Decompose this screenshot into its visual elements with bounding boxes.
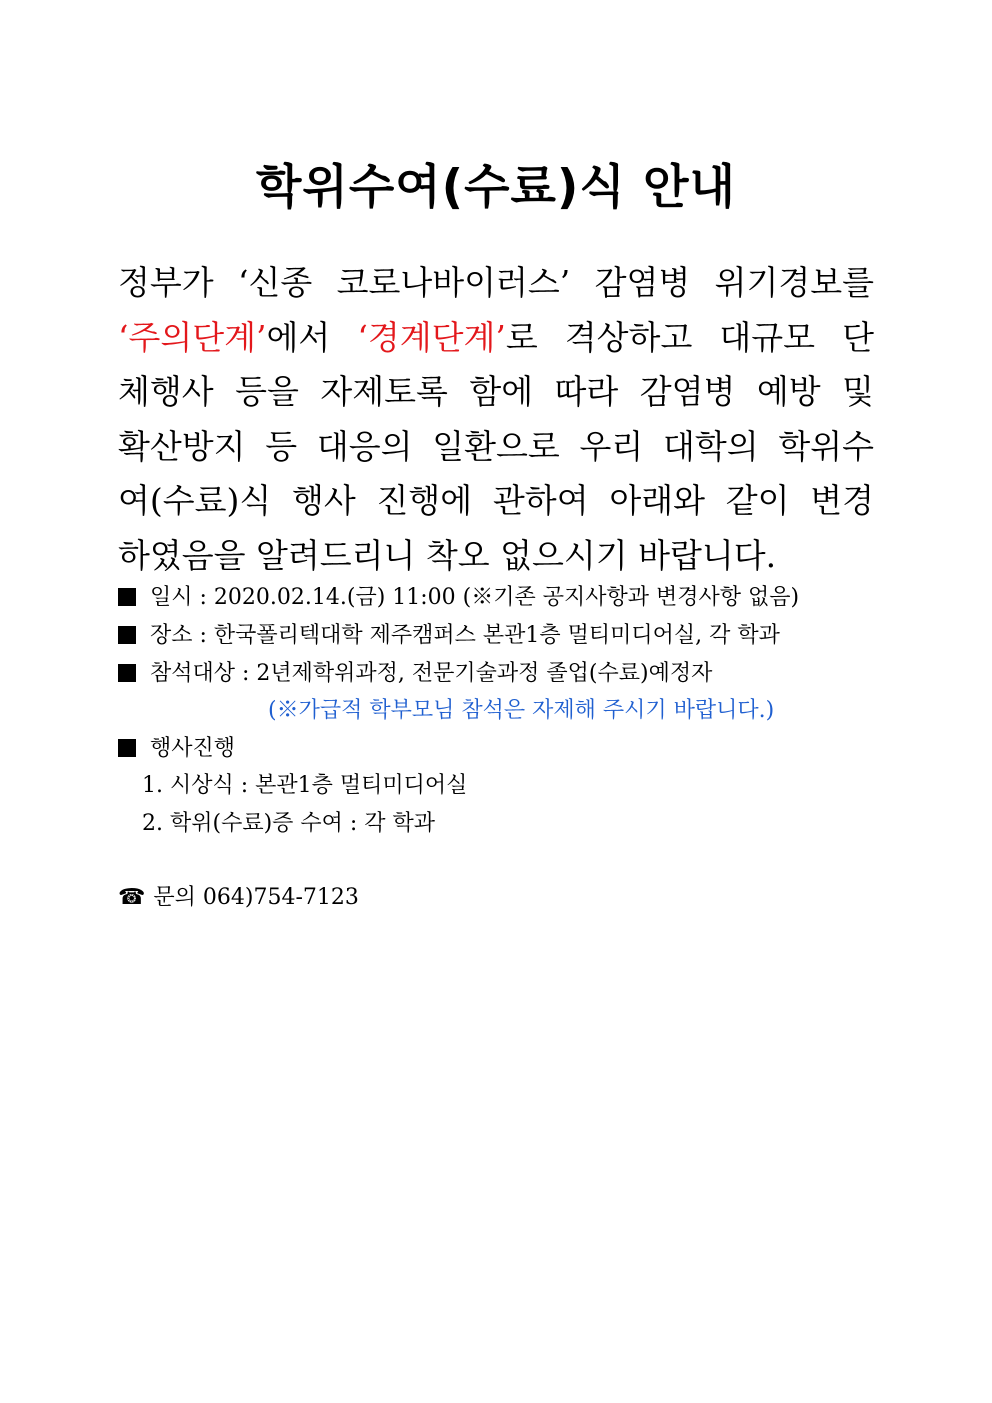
attendees-note: (※가급적 학부모님 참석은 자제해 주시기 바랍니다.) <box>268 698 775 723</box>
square-bullet-icon <box>118 664 136 682</box>
page-title: 학위수여(수료)식 안내 <box>256 160 736 215</box>
body-line-1: 정부가 ‘신종 코로나바이러스’ 감염병 위기경보를 <box>118 263 874 302</box>
contact-text: 문의 064)754-7123 <box>153 885 359 910</box>
date-item <box>118 584 888 612</box>
square-bullet-icon <box>118 626 136 644</box>
place-text: 장소 : 한국폴리텍대학 제주캠퍼스 본관1층 멀티미디어실, 각 학과 <box>150 623 780 648</box>
square-bullet-icon <box>118 739 136 757</box>
body-line-2-mid: 에서 <box>266 317 358 357</box>
program-title: 행사진행 <box>150 736 236 761</box>
body-line-2 <box>118 311 874 366</box>
program-item <box>118 735 888 763</box>
program-list-item: 1. 시상식 : 본관1층 멀티미디어실 <box>142 773 468 798</box>
highlight-alert-stage: ‘경계단계’ <box>357 317 506 357</box>
contact-item <box>118 884 888 912</box>
attendees-text: 참석대상 : 2년제학위과정, 전문기술과정 졸업(수료)예정자 <box>150 661 713 686</box>
notice-body <box>118 256 874 583</box>
phone-icon: ☎ <box>118 885 146 910</box>
body-line-2-rest: 로 격상하고 대규모 단 <box>505 317 874 357</box>
body-line-3: 체행사 등을 자제토록 함에 따라 감염병 예방 및 <box>118 372 874 411</box>
body-line-6: 하였음을 알려드리니 착오 없으시기 바랍니다. <box>118 535 777 575</box>
attendees-item <box>118 660 888 688</box>
program-list-item: 2. 학위(수료)증 수여 : 각 학과 <box>142 811 436 836</box>
date-text: 일시 : 2020.02.14.(금) 11:00 (※기존 공지사항과 변경사항 없음) <box>150 585 800 610</box>
body-line-5: 여(수료)식 행사 진행에 관하여 아래와 같이 변경 <box>118 481 874 520</box>
square-bullet-icon <box>118 588 136 606</box>
place-item <box>118 622 888 650</box>
body-line-4: 확산방지 등 대응의 일환으로 우리 대학의 학위수 <box>118 426 874 466</box>
highlight-caution-stage: ‘주의단계’ <box>118 317 267 357</box>
